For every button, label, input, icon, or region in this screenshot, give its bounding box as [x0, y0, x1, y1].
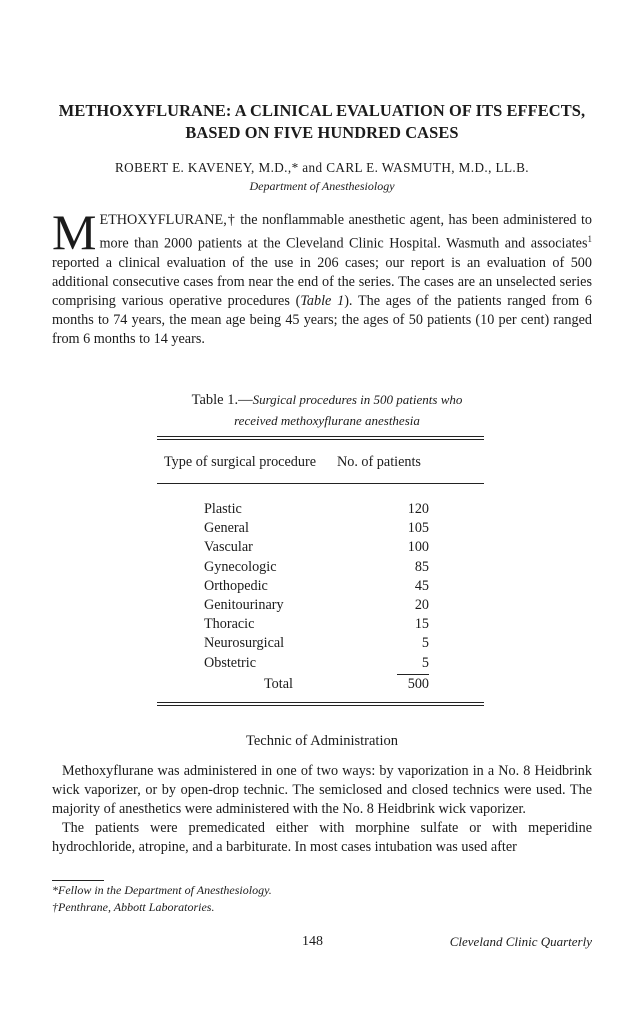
patient-count: 100 — [407, 539, 429, 556]
footnote-2: †Penthrane, Abbott Laboratories. — [52, 900, 215, 914]
table-header-rule — [157, 483, 484, 484]
table-bottom-rule-2 — [157, 705, 484, 706]
title-line-2: BASED ON FIVE HUNDRED CASES — [185, 123, 459, 142]
column-header-count: No. of patients — [337, 454, 421, 470]
column-header-procedure: Type of surgical procedure — [164, 454, 316, 470]
author-line: ROBERT E. KAVENEY, M.D.,* and CARL E. WASMUTH, M.D., LL.B. — [114, 160, 529, 175]
reference-superscript: 1 — [587, 234, 592, 244]
patient-count: 15 — [414, 616, 429, 633]
table-reference: Table 1 — [300, 292, 345, 309]
paragraph-2: The patients were premedicated either with morphine sulfate or with meperidine hydrochloride, atropine, and a barbiturate. In most cases intubation was used after — [52, 820, 592, 855]
total-value: 500 — [407, 676, 429, 692]
title-line-1: METHOXYFLURANE: A CLINICAL EVALUATION OF ITS EFFECTS, — [58, 101, 586, 120]
patient-count: 120 — [407, 501, 429, 517]
intro-text-a: ETHOXYFLURANE,† the nonflammable anesthetic agent, has been administered to more than 2000 patients at the Cleveland Clinic Hospital. Wasmuth and associates — [99, 212, 592, 252]
procedure-name: Orthopedic — [204, 577, 268, 594]
patient-count: 20 — [414, 597, 429, 613]
intro-text-b: reported a clinical evaluation of the use in 206 cases; our report is an evaluation of 500 additional consecutive cases from near the end of the series. The cases are an unselected series comprising various operative procedures ( — [52, 254, 592, 309]
footnote-1: *Fellow in the Department of Anesthesiology. — [52, 883, 272, 897]
caption-line-2: received methoxyflurane anesthesia — [234, 413, 420, 428]
table-top-rule-2 — [157, 439, 484, 440]
patient-count: 45 — [414, 577, 429, 594]
procedure-name: Vascular — [204, 539, 253, 556]
table-top-rule-1 — [157, 436, 484, 437]
section-body — [52, 762, 592, 857]
total-label: Total — [264, 676, 293, 692]
intro-text-c: ). The ages of the patients ranged from 6 months to 74 years, the mean age being 45 years; the ages of 50 patients (10 per cent) ranged from 6 months to 14 years. — [52, 292, 592, 347]
procedure-name: Gynecologic — [204, 558, 277, 575]
section-heading: Technic of Administration — [245, 733, 398, 749]
total-rule — [397, 674, 429, 675]
table-bottom-rule-1 — [157, 702, 484, 703]
page-number: 148 — [302, 934, 323, 949]
procedure-name: Thoracic — [204, 616, 255, 633]
footnotes — [52, 882, 592, 916]
procedure-name: Plastic — [204, 501, 242, 517]
journal-name: Cleveland Clinic Quarterly — [449, 934, 592, 949]
footnote-rule — [52, 880, 104, 881]
table-caption — [162, 390, 492, 431]
patient-count: 105 — [407, 520, 429, 537]
caption-line-1: Surgical procedures in 500 patients who — [252, 392, 463, 407]
drop-cap: M — [52, 204, 97, 260]
table-label: Table 1.— — [191, 392, 253, 408]
procedure-name: Obstetric — [204, 654, 257, 671]
article-title — [52, 100, 592, 144]
procedure-name: General — [204, 520, 249, 537]
procedure-name: Genitourinary — [204, 597, 284, 613]
intro-paragraph — [52, 204, 592, 349]
department-line: Department of Anesthesiology — [249, 179, 395, 193]
procedure-name: Neurosurgical — [204, 635, 285, 652]
patient-count: 5 — [421, 635, 429, 652]
patient-count: 85 — [414, 558, 429, 575]
patient-count: 5 — [421, 654, 429, 671]
paragraph-1: Methoxyflurane was administered in one of two ways: by vaporization in a No. 8 Heidbrink wick vaporizer, or by open-drop technic. The semiclosed and closed technics were used. The majority of anesthetics were administered with the No. 8 Heidbrink wick vaporizer. — [52, 763, 592, 817]
